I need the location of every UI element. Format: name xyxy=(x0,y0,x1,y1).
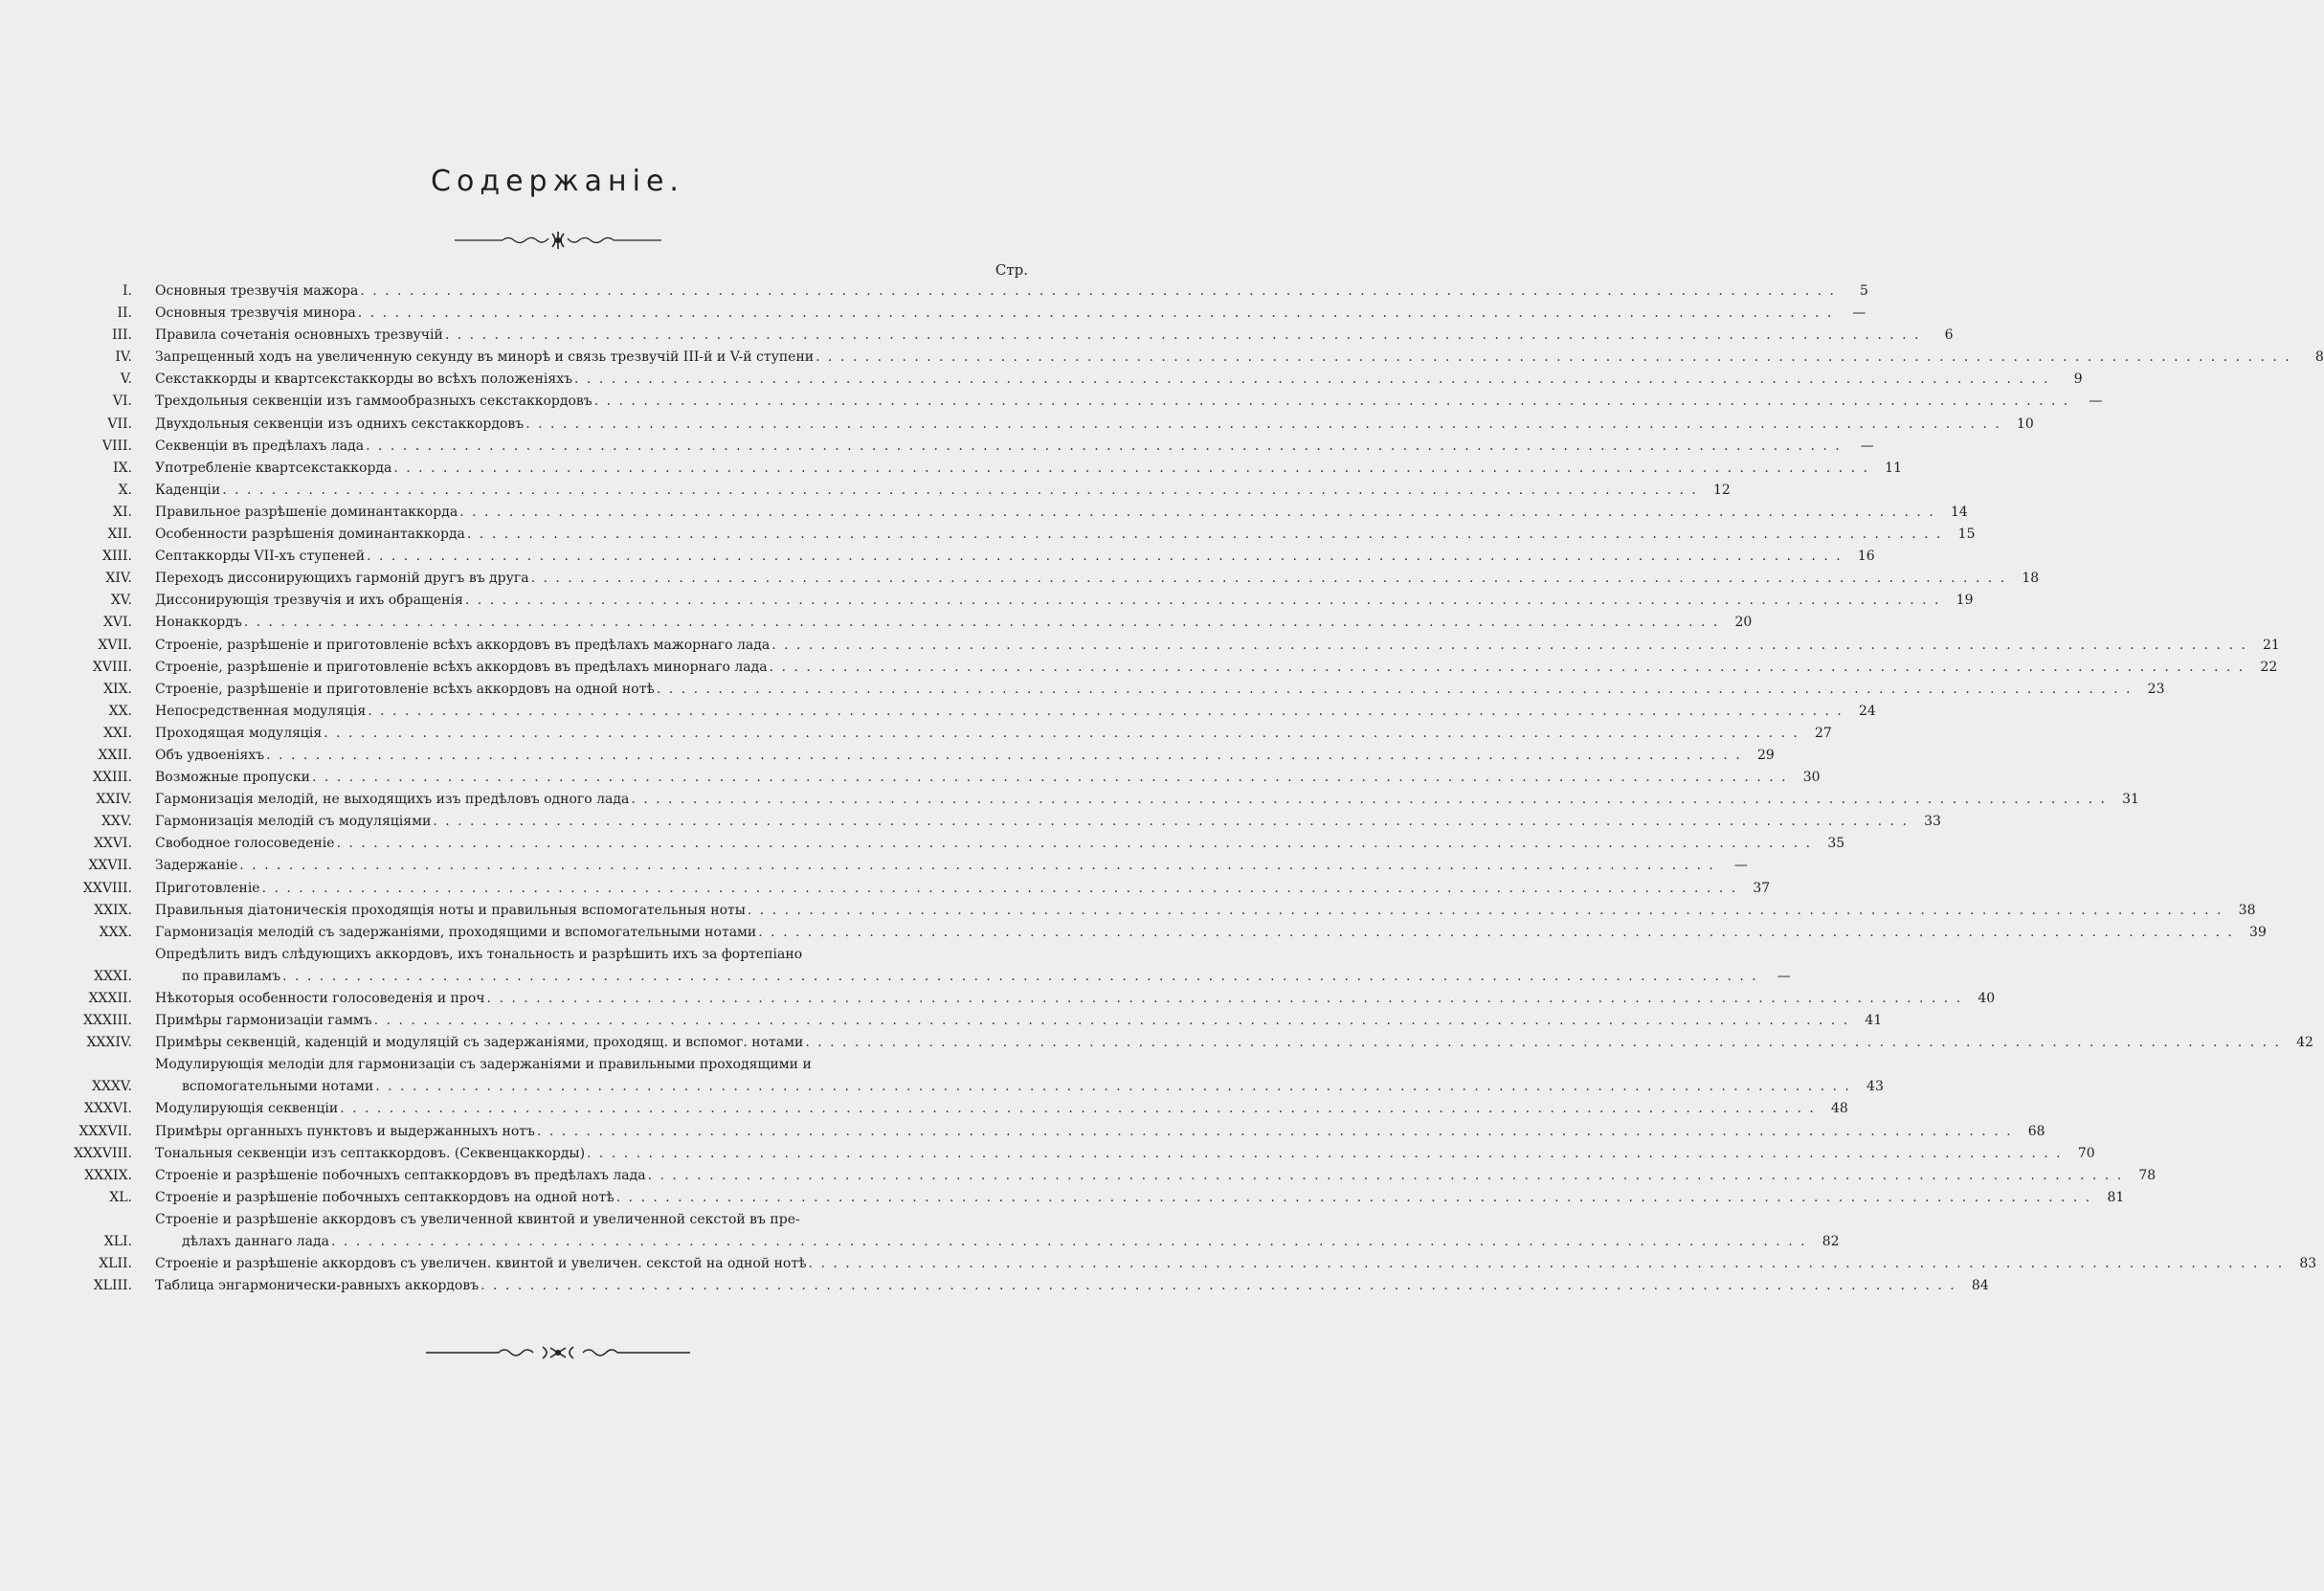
toc-entry-title: Правила сочетанія основныхъ трезвучій xyxy=(155,327,443,344)
leader-dots: . . . . . . . . . . . . . . . . . . . . . . . . . . . . . . . . . . . . . . . . . . . . . . . . . . . . . . . . . . . . . . . . . . . . . . . . . . . . . . . . . . . . . . . . . . . . . . . . . . . . . . . . . . . . . . . . . . . . . . . . xyxy=(433,814,1909,830)
toc-entry-number: XXXVIII. xyxy=(73,1145,132,1161)
toc-entry-title: по правиламъ xyxy=(182,968,281,984)
toc-entry-number: X. xyxy=(118,482,132,498)
leader-dots: . . . . . . . . . . . . . . . . . . . . . . . . . . . . . . . . . . . . . . . . . . . . . . . . . . . . . . . . . . . . . . . . . . . . . . . . . . . . . . . . . . . . . . . . . . . . . . . . . . . . . . . . . . . . . . . . . . . . . . . . xyxy=(239,858,1715,874)
leader-dots: . . . . . . . . . . . . . . . . . . . . . . . . . . . . . . . . . . . . . . . . . . . . . . . . . . . . . . . . . . . . . . . . . . . . . . . . . . . . . . . . . . . . . . . . . . . . . . . . . . . . . . . . . . . . . . . . . . . . . . . . xyxy=(393,459,1869,476)
toc-entry-page: 10 xyxy=(2016,415,2034,432)
toc-entry xyxy=(57,635,2280,657)
toc-entry-title: Особенности разрѣшенія доминантаккорда xyxy=(155,527,465,543)
toc-entry-page: 24 xyxy=(1859,703,1876,719)
toc-entry xyxy=(57,944,1791,988)
toc-entry-title: Строеніе, разрѣшеніе и приготовленіе всѣхъ аккордовъ на одной нотѣ xyxy=(155,681,655,697)
toc-entry-number: V. xyxy=(120,371,132,388)
toc-entry-title: Секстаккорды и квартсекстаккорды во всѣхъ положеніяхъ xyxy=(155,371,573,388)
toc-entry xyxy=(57,458,1902,480)
toc-entry-title: Двухдольныя секвенціи изъ однихъ секстаккордовъ xyxy=(155,415,525,432)
leader-dots: . . . . . . . . . . . . . . . . . . . . . . . . . . . . . . . . . . . . . . . . . . . . . . . . . . . . . . . . . . . . . . . . . . . . . . . . . . . . . . . . . . . . . . . . . . . . . . . . . . . . . . . . . . . . . . . . . . . . . . . . xyxy=(486,991,1963,1006)
toc-entry xyxy=(57,701,1876,723)
toc-entry-title: Непосредственная модуляція xyxy=(155,703,367,719)
leader-dots: . . . . . . . . . . . . . . . . . . . . . . . . . . . . . . . . . . . . . . . . . . . . . . . . . . . . . . . . . . . . . . . . . . . . . . . . . . . . . . . . . . . . . . . . . . . . . . . . . . . . . . . . . . . . . . . . . . . . . . . . xyxy=(464,593,1941,609)
toc-entry-page: 5 xyxy=(1860,283,1868,299)
toc-entry-title: Тональныя секвенціи изъ септаккордовъ. (Секвенцаккорды) xyxy=(155,1145,586,1161)
leader-dots: . . . . . . . . . . . . . . . . . . . . . . . . . . . . . . . . . . . . . . . . . . . . . . . . . . . . . . . . . . . . . . . . . . . . . . . . . . . . . . . . . . . . . . . . . . . . . . . . . . . . . . . . . . . . . . . . . . . . . . . . xyxy=(444,327,1921,344)
toc-entry-number: XIV. xyxy=(105,571,132,587)
toc-entry-number: XVI. xyxy=(102,615,132,631)
leader-dots: . . . . . . . . . . . . . . . . . . . . . . . . . . . . . . . . . . . . . . . . . . . . . . . . . . . . . . . . . . . . . . . . . . . . . . . . . . . . . . . . . . . . . . . . . . . . . . . . . . . . . . . . . . . . . . . . . . . . . . . . xyxy=(631,792,2107,808)
toc-entry-page: 37 xyxy=(1753,880,1771,896)
toc-entry xyxy=(57,833,1845,855)
toc-entry-number: XXI. xyxy=(103,725,132,741)
leader-dots: . . . . . . . . . . . . . . . . . . . . . . . . . . . . . . . . . . . . . . . . . . . . . . . . . . . . . . . . . . . . . . . . . . . . . . . . . . . . . . . . . . . . . . . . . . . . . . . . . . . . . . . . . . . . . . . . . . . . . . . . xyxy=(368,703,1844,719)
toc-entry-title: Трехдольныя секвенціи изъ гаммообразныхъ секстаккордовъ xyxy=(155,393,592,410)
toc-entry-page: 48 xyxy=(1830,1101,1848,1117)
toc-entry-title: Правильныя діатоническія проходящія ноты и правильныя вспомогательныя ноты xyxy=(155,902,746,918)
toc-entry-number: I. xyxy=(123,283,132,299)
toc-entry-number: XVII. xyxy=(98,637,132,653)
toc-entry-number: XIII. xyxy=(101,549,132,565)
toc-entry xyxy=(57,657,2278,679)
toc-entry xyxy=(57,612,1753,634)
toc-entry-number: XXIII. xyxy=(93,770,132,786)
leader-dots: . . . . . . . . . . . . . . . . . . . . . . . . . . . . . . . . . . . . . . . . . . . . . . . . . . . . . . . . . . . . . . . . . . . . . . . . . . . . . . . . . . . . . . . . . . . . . . . . . . . . . . . . . . . . . . . . . . . . . . . . xyxy=(769,659,2246,675)
toc-entry-page: 22 xyxy=(2260,659,2278,675)
toc-entry-number: XXV. xyxy=(101,814,132,830)
toc-entry-number: XXXII. xyxy=(88,991,132,1006)
toc-entry xyxy=(57,546,1875,568)
toc-entry xyxy=(57,1054,1884,1098)
leader-dots: . . . . . . . . . . . . . . . . . . . . . . . . . . . . . . . . . . . . . . . . . . . . . . . . . . . . . . . . . . . . . . . . . . . . . . . . . . . . . . . . . . . . . . . . . . . . . . . . . . . . . . . . . . . . . . . . . . . . . . . . xyxy=(261,880,1738,896)
toc-entry xyxy=(57,568,2040,590)
toc-entry-number: XXVI. xyxy=(93,836,132,852)
toc-entry-page: 84 xyxy=(1971,1278,1989,1294)
toc-entry-title: Основныя трезвучія мажора xyxy=(155,283,359,299)
toc-entry-page: 20 xyxy=(1734,615,1753,631)
toc-entry-page: 70 xyxy=(2077,1145,2095,1161)
toc-entry-page: — xyxy=(1852,305,1866,322)
toc-entry-title: Строеніе и разрѣшеніе побочныхъ септаккордовъ въ предѣлахъ лада xyxy=(155,1167,646,1183)
toc-entry-title: Приготовленіе xyxy=(155,880,260,896)
leader-dots: . . . . . . . . . . . . . . . . . . . . . . . . . . . . . . . . . . . . . . . . . . . . . . . . . . . . . . . . . . . . . . . . . . . . . . . . . . . . . . . . . . . . . . . . . . . . . . . . . . . . . . . . . . . . . . . . . . . . . . . . xyxy=(340,1101,1816,1117)
toc-entry-title: Основныя трезвучія минора xyxy=(155,305,356,322)
leader-dots: . . . . . . . . . . . . . . . . . . . . . . . . . . . . . . . . . . . . . . . . . . . . . . . . . . . . . . . . . . . . . . . . . . . . . . . . . . . . . . . . . . . . . . . . . . . . . . . . . . . . . . . . . . . . . . . . . . . . . . . . xyxy=(647,1167,2124,1183)
toc-entry-title: Правильное разрѣшеніе доминантаккорда xyxy=(155,504,458,520)
toc-entry-title: Задержаніе xyxy=(155,858,238,874)
leader-dots: . . . . . . . . . . . . . . . . . . . . . . . . . . . . . . . . . . . . . . . . . . . . . . . . . . . . . . . . . . . . . . . . . . . . . . . . . . . . . . . . . . . . . . . . . . . . . . . . . . . . . . . . . . . . . . . . . . . . . . . . xyxy=(366,437,1842,454)
toc-entry-page: 39 xyxy=(2249,924,2267,940)
leader-dots: . . . . . . . . . . . . . . . . . . . . . . . . . . . . . . . . . . . . . . . . . . . . . . . . . . . . . . . . . . . . . . . . . . . . . . . . . . . . . . . . . . . . . . . . . . . . . . . . . . . . . . . . . . . . . . . . . . . . . . . . xyxy=(574,371,2050,388)
toc-entry xyxy=(57,767,1821,789)
toc-entry-number: XXXIV. xyxy=(86,1035,132,1051)
toc-entry-number: XX. xyxy=(108,703,132,719)
leader-dots: . . . . . . . . . . . . . . . . . . . . . . . . . . . . . . . . . . . . . . . . . . . . . . . . . . . . . . . . . . . . . . . . . . . . . . . . . . . . . . . . . . . . . . . . . . . . . . . . . . . . . . . . . . . . . . . . . . . . . . . . xyxy=(747,902,2223,918)
toc-entry-page: 41 xyxy=(1865,1013,1883,1029)
toc-entry-number: XXIX. xyxy=(94,902,132,918)
toc-entry-page: 30 xyxy=(1802,770,1821,786)
leader-dots: . . . . . . . . . . . . . . . . . . . . . . . . . . . . . . . . . . . . . . . . . . . . . . . . . . . . . . . . . . . . . . . . . . . . . . . . . . . . . . . . . . . . . . . . . . . . . . . . . . . . . . . . . . . . . . . . . . . . . . . . xyxy=(805,1035,2281,1051)
toc-entry xyxy=(57,789,2139,811)
toc-entry-number: XV. xyxy=(110,593,132,609)
toc-entry-number: XII. xyxy=(107,527,132,543)
toc-entry-page: — xyxy=(2089,393,2103,410)
leader-dots: . . . . . . . . . . . . . . . . . . . . . . . . . . . . . . . . . . . . . . . . . . . . . . . . . . . . . . . . . . . . . . . . . . . . . . . . . . . . . . . . . . . . . . . . . . . . . . . . . . . . . . . . . . . . . . . . . . . . . . . . xyxy=(243,615,1720,631)
toc-entry xyxy=(57,369,2083,391)
toc-entry-number: XXXVI. xyxy=(84,1101,132,1117)
top-ornament xyxy=(0,230,1115,255)
toc-entry xyxy=(57,480,1731,502)
toc-entry-number: XXXV. xyxy=(91,1079,132,1095)
toc-entry-title: Запрещенный ходъ на увеличенную секунду въ минорѣ и связь трезвучій III-й и V-й ступени xyxy=(155,349,815,366)
toc-entry-title: Примѣры секвенцій, каденцій и модуляцій съ задержаніями, проходящ. и вспомог. нотами xyxy=(155,1035,804,1051)
toc-entry xyxy=(57,303,1866,325)
toc-entry-page: 16 xyxy=(1857,549,1875,565)
leader-dots: . . . . . . . . . . . . . . . . . . . . . . . . . . . . . . . . . . . . . . . . . . . . . . . . . . . . . . . . . . . . . . . . . . . . . . . . . . . . . . . . . . . . . . . . . . . . . . . . . . . . . . . . . . . . . . . . . . . . . . . . xyxy=(615,1189,2092,1205)
leader-dots: . . . . . . . . . . . . . . . . . . . . . . . . . . . . . . . . . . . . . . . . . . . . . . . . . . . . . . . . . . . . . . . . . . . . . . . . . . . . . . . . . . . . . . . . . . . . . . . . . . . . . . . . . . . . . . . . . . . . . . . . xyxy=(282,968,1758,984)
toc-entry xyxy=(57,1275,1989,1297)
toc-entry-page: 9 xyxy=(2073,371,2083,388)
leader-dots: . . . . . . . . . . . . . . . . . . . . . . . . . . . . . . . . . . . . . . . . . . . . . . . . . . . . . . . . . . . . . . . . . . . . . . . . . . . . . . . . . . . . . . . . . . . . . . . . . . . . . . . . . . . . . . . . . . . . . . . . xyxy=(459,504,1935,520)
leader-dots: . . . . . . . . . . . . . . . . . . . . . . . . . . . . . . . . . . . . . . . . . . . . . . . . . . . . . . . . . . . . . . . . . . . . . . . . . . . . . . . . . . . . . . . . . . . . . . . . . . . . . . . . . . . . . . . . . . . . . . . . xyxy=(324,725,1799,741)
toc-entry-page: 27 xyxy=(1815,725,1832,741)
toc-entry-title-first-line: Опредѣлить видъ слѣдующихъ аккордовъ, ихъ тональность и разрѣшить ихъ за фортепіано xyxy=(155,946,803,962)
leader-dots: . . . . . . . . . . . . . . . . . . . . . . . . . . . . . . . . . . . . . . . . . . . . . . . . . . . . . . . . . . . . . . . . . . . . . . . . . . . . . . . . . . . . . . . . . . . . . . . . . . . . . . . . . . . . . . . . . . . . . . . . xyxy=(375,1079,1851,1095)
leader-dots: . . . . . . . . . . . . . . . . . . . . . . . . . . . . . . . . . . . . . . . . . . . . . . . . . . . . . . . . . . . . . . . . . . . . . . . . . . . . . . . . . . . . . . . . . . . . . . . . . . . . . . . . . . . . . . . . . . . . . . . . xyxy=(593,393,2070,410)
leader-dots: . . . . . . . . . . . . . . . . . . . . . . . . . . . . . . . . . . . . . . . . . . . . . . . . . . . . . . . . . . . . . . . . . . . . . . . . . . . . . . . . . . . . . . . . . . . . . . . . . . . . . . . . . . . . . . . . . . . . . . . . xyxy=(373,1013,1850,1029)
toc-entry-number: XXXIII. xyxy=(83,1013,132,1029)
toc-entry-page: 21 xyxy=(2262,637,2280,653)
toc-entry xyxy=(57,436,1874,458)
toc-entry-page: 15 xyxy=(1957,527,1976,543)
toc-entry xyxy=(57,1143,2095,1165)
toc-entry-page: 40 xyxy=(1978,991,1996,1006)
leader-dots: . . . . . . . . . . . . . . . . . . . . . . . . . . . . . . . . . . . . . . . . . . . . . . . . . . . . . . . . . . . . . . . . . . . . . . . . . . . . . . . . . . . . . . . . . . . . . . . . . . . . . . . . . . . . . . . . . . . . . . . . xyxy=(536,1123,2013,1139)
toc-entry-number: XXVII. xyxy=(88,858,132,874)
leader-dots: . . . . . . . . . . . . . . . . . . . . . . . . . . . . . . . . . . . . . . . . . . . . . . . . . . . . . . . . . . . . . . . . . . . . . . . . . . . . . . . . . . . . . . . . . . . . . . . . . . . . . . . . . . . . . . . . . . . . . . . . xyxy=(357,305,1834,322)
leader-dots: . . . . . . . . . . . . . . . . . . . . . . . . . . . . . . . . . . . . . . . . . . . . . . . . . . . . . . . . . . . . . . . . . . . . . . . . . . . . . . . . . . . . . . . . . . . . . . . . . . . . . . . . . . . . . . . . . . . . . . . . xyxy=(360,283,1836,299)
toc-entry-page: 29 xyxy=(1756,747,1775,763)
toc-entry xyxy=(57,679,2165,701)
toc-entry-title: Каденціи xyxy=(155,482,221,498)
toc-entry-title: Гармонизація мелодій, не выходящихъ изъ предѣловъ одного лада xyxy=(155,792,630,808)
toc-entry-number: III. xyxy=(111,327,132,344)
toc-entry-title: Примѣры органныхъ пунктовъ и выдержанныхъ нотъ xyxy=(155,1123,535,1139)
toc-entry-title: дѣлахъ даннаго лада xyxy=(182,1234,329,1250)
toc-entry-page: — xyxy=(1860,437,1874,454)
toc-entry-page: 81 xyxy=(2107,1189,2125,1205)
toc-entry-page: 83 xyxy=(2299,1256,2317,1272)
toc-entry-page: — xyxy=(1733,858,1748,874)
toc-entry xyxy=(57,855,1748,877)
toc-entry-page: 12 xyxy=(1713,482,1731,498)
leader-dots: . . . . . . . . . . . . . . . . . . . . . . . . . . . . . . . . . . . . . . . . . . . . . . . . . . . . . . . . . . . . . . . . . . . . . . . . . . . . . . . . . . . . . . . . . . . . . . . . . . . . . . . . . . . . . . . . . . . . . . . . xyxy=(330,1234,1807,1250)
toc-entry-number: VIII. xyxy=(101,437,132,454)
toc-entry-number: XXII. xyxy=(98,747,132,763)
toc-entry-page: 18 xyxy=(2022,571,2040,587)
toc-entry-number: II. xyxy=(117,305,132,322)
toc-entry-title: Секвенціи въ предѣлахъ лада xyxy=(155,437,365,454)
toc-entry xyxy=(57,988,1996,1010)
page-column-header: Стр. xyxy=(994,261,1028,279)
toc-entry xyxy=(57,590,1974,612)
toc-entry xyxy=(57,325,1954,347)
page-title: Содержаніе. xyxy=(431,165,684,198)
toc-entry xyxy=(57,414,2034,436)
toc-entry-page: — xyxy=(1777,968,1791,984)
toc-entry-page: 11 xyxy=(1885,459,1902,476)
toc-entry-title: Нонаккордъ xyxy=(155,615,242,631)
toc-entry xyxy=(57,745,1775,767)
toc-entry-title: Примѣры гармонизаціи гаммъ xyxy=(155,1013,372,1029)
bottom-ornament xyxy=(0,1342,1115,1367)
toc-entry-page: 68 xyxy=(2027,1123,2045,1139)
leader-dots: . . . . . . . . . . . . . . . . . . . . . . . . . . . . . . . . . . . . . . . . . . . . . . . . . . . . . . . . . . . . . . . . . . . . . . . . . . . . . . . . . . . . . . . . . . . . . . . . . . . . . . . . . . . . . . . . . . . . . . . . xyxy=(808,1256,2285,1272)
toc-entry-title: Переходъ диссонирующихъ гармоній другъ въ друга xyxy=(155,571,529,587)
toc-entry xyxy=(57,1187,2125,1209)
leader-dots: . . . . . . . . . . . . . . . . . . . . . . . . . . . . . . . . . . . . . . . . . . . . . . . . . . . . . . . . . . . . . . . . . . . . . . . . . . . . . . . . . . . . . . . . . . . . . . . . . . . . . . . . . . . . . . . . . . . . . . . . xyxy=(266,747,1742,763)
toc-entry-page: 78 xyxy=(2138,1167,2156,1183)
toc-entry xyxy=(57,922,2267,944)
toc-entry-title: Модулирующія секвенціи xyxy=(155,1101,339,1117)
toc-entry-page: 23 xyxy=(2147,681,2165,697)
toc-entry xyxy=(57,878,1771,900)
toc-entry-title: Проходящая модуляція xyxy=(155,725,323,741)
toc-entry-page: 33 xyxy=(1924,814,1941,830)
toc-entry-title: Таблица энгармонически-равныхъ аккордовъ xyxy=(155,1278,480,1294)
toc-entry-page: 19 xyxy=(1955,593,1974,609)
toc-entry xyxy=(57,811,1941,833)
toc-entry-title: Возможные пропуски xyxy=(155,770,310,786)
toc-entry xyxy=(57,1032,2313,1054)
toc-entry-page: 42 xyxy=(2296,1035,2313,1051)
toc-entry-title: Строеніе и разрѣшеніе побочныхъ септаккордовъ на одной нотѣ xyxy=(155,1189,615,1205)
toc-entry-title: Гармонизація мелодій съ задержаніями, проходящими и вспомогательными нотами xyxy=(155,924,757,940)
toc-entry xyxy=(57,900,2256,922)
toc-entry xyxy=(57,524,1976,546)
leader-dots: . . . . . . . . . . . . . . . . . . . . . . . . . . . . . . . . . . . . . . . . . . . . . . . . . . . . . . . . . . . . . . . . . . . . . . . . . . . . . . . . . . . . . . . . . . . . . . . . . . . . . . . . . . . . . . . . . . . . . . . . xyxy=(367,549,1843,565)
toc-entry xyxy=(57,1121,2045,1143)
toc-entry-number: XI. xyxy=(113,504,132,520)
toc-entry-number: IX. xyxy=(113,459,132,476)
toc-entry xyxy=(57,502,1968,524)
toc-entry-title: Диссонирующія трезвучія и ихъ обращенія xyxy=(155,593,463,609)
toc-entry-page: 31 xyxy=(2122,792,2139,808)
toc-entry-title: Свободное голосоведеніе xyxy=(155,836,335,852)
toc-entry-title: вспомогательными нотами xyxy=(182,1079,374,1095)
toc-entry-number: VII. xyxy=(107,415,132,432)
toc-entry-page: 38 xyxy=(2238,902,2256,918)
toc-entry-title: Объ удвоеніяхъ xyxy=(155,747,265,763)
toc-entry xyxy=(57,1165,2156,1187)
toc-entry-number: XXX. xyxy=(99,924,132,940)
table-of-contents xyxy=(57,280,2324,1297)
toc-entry-number: XXXI. xyxy=(94,968,132,984)
toc-entry-number: XVIII. xyxy=(92,659,132,675)
toc-entry-number: XLI. xyxy=(103,1234,132,1250)
leader-dots: . . . . . . . . . . . . . . . . . . . . . . . . . . . . . . . . . . . . . . . . . . . . . . . . . . . . . . . . . . . . . . . . . . . . . . . . . . . . . . . . . . . . . . . . . . . . . . . . . . . . . . . . . . . . . . . . . . . . . . . . xyxy=(656,681,2133,697)
leader-dots: . . . . . . . . . . . . . . . . . . . . . . . . . . . . . . . . . . . . . . . . . . . . . . . . . . . . . . . . . . . . . . . . . . . . . . . . . . . . . . . . . . . . . . . . . . . . . . . . . . . . . . . . . . . . . . . . . . . . . . . . xyxy=(222,482,1698,498)
leader-dots: . . . . . . . . . . . . . . . . . . . . . . . . . . . . . . . . . . . . . . . . . . . . . . . . . . . . . . . . . . . . . . . . . . . . . . . . . . . . . . . . . . . . . . . . . . . . . . . . . . . . . . . . . . . . . . . . . . . . . . . . xyxy=(336,836,1813,852)
leader-dots: . . . . . . . . . . . . . . . . . . . . . . . . . . . . . . . . . . . . . . . . . . . . . . . . . . . . . . . . . . . . . . . . . . . . . . . . . . . . . . . . . . . . . . . . . . . . . . . . . . . . . . . . . . . . . . . . . . . . . . . . xyxy=(771,637,2247,653)
toc-entry-number: XLII. xyxy=(99,1256,132,1272)
toc-entry-title-first-line: Модулирующія мелодіи для гармонизаціи съ задержаніями и правильными проходящими и xyxy=(155,1057,812,1073)
toc-entry-page: 6 xyxy=(1944,327,1954,344)
leader-dots: . . . . . . . . . . . . . . . . . . . . . . . . . . . . . . . . . . . . . . . . . . . . . . . . . . . . . . . . . . . . . . . . . . . . . . . . . . . . . . . . . . . . . . . . . . . . . . . . . . . . . . . . . . . . . . . . . . . . . . . . xyxy=(480,1278,1956,1294)
toc-entry-title: Строеніе и разрѣшеніе аккордовъ съ увеличен. квинтой и увеличен. секстой на одной нотѣ xyxy=(155,1256,807,1272)
leader-dots: . . . . . . . . . . . . . . . . . . . . . . . . . . . . . . . . . . . . . . . . . . . . . . . . . . . . . . . . . . . . . . . . . . . . . . . . . . . . . . . . . . . . . . . . . . . . . . . . . . . . . . . . . . . . . . . . . . . . . . . . xyxy=(816,349,2291,366)
toc-entry-number: XL. xyxy=(109,1189,132,1205)
toc-entry-number: XXVIII. xyxy=(82,880,132,896)
toc-entry xyxy=(57,1010,1883,1032)
leader-dots: . . . . . . . . . . . . . . . . . . . . . . . . . . . . . . . . . . . . . . . . . . . . . . . . . . . . . . . . . . . . . . . . . . . . . . . . . . . . . . . . . . . . . . . . . . . . . . . . . . . . . . . . . . . . . . . . . . . . . . . . xyxy=(587,1145,2063,1161)
toc-entry xyxy=(57,723,1832,745)
toc-entry-page: 43 xyxy=(1866,1079,1884,1095)
toc-entry xyxy=(57,391,2103,413)
leader-dots: . . . . . . . . . . . . . . . . . . . . . . . . . . . . . . . . . . . . . . . . . . . . . . . . . . . . . . . . . . . . . . . . . . . . . . . . . . . . . . . . . . . . . . . . . . . . . . . . . . . . . . . . . . . . . . . . . . . . . . . . xyxy=(311,770,1788,786)
toc-entry-title: Гармонизація мелодій съ модуляціями xyxy=(155,814,432,830)
toc-entry-page: 82 xyxy=(1821,1234,1840,1250)
toc-entry-number: VI. xyxy=(112,393,132,410)
toc-entry-number: XXXIX. xyxy=(84,1167,132,1183)
toc-entry xyxy=(57,1253,2317,1275)
toc-entry-title: Нѣкоторыя особенности голосоведенія и проч xyxy=(155,991,485,1006)
toc-entry-number: XIX. xyxy=(103,681,132,697)
toc-entry-title: Септаккорды VII-хъ ступеней xyxy=(155,549,366,565)
toc-entry xyxy=(57,1209,1840,1253)
leader-dots: . . . . . . . . . . . . . . . . . . . . . . . . . . . . . . . . . . . . . . . . . . . . . . . . . . . . . . . . . . . . . . . . . . . . . . . . . . . . . . . . . . . . . . . . . . . . . . . . . . . . . . . . . . . . . . . . . . . . . . . . xyxy=(530,571,2007,587)
toc-entry-title: Употребленіе квартсекстаккорда xyxy=(155,459,392,476)
leader-dots: . . . . . . . . . . . . . . . . . . . . . . . . . . . . . . . . . . . . . . . . . . . . . . . . . . . . . . . . . . . . . . . . . . . . . . . . . . . . . . . . . . . . . . . . . . . . . . . . . . . . . . . . . . . . . . . . . . . . . . . . xyxy=(758,924,2234,940)
toc-entry xyxy=(57,280,1868,303)
toc-entry-page: 8 xyxy=(2314,349,2324,366)
toc-entry-number: XXXVII. xyxy=(78,1123,132,1139)
toc-entry-number: XLIII. xyxy=(93,1278,132,1294)
leader-dots: . . . . . . . . . . . . . . . . . . . . . . . . . . . . . . . . . . . . . . . . . . . . . . . . . . . . . . . . . . . . . . . . . . . . . . . . . . . . . . . . . . . . . . . . . . . . . . . . . . . . . . . . . . . . . . . . . . . . . . . . xyxy=(466,527,1943,543)
toc-entry xyxy=(57,1098,1848,1120)
leader-dots: . . . . . . . . . . . . . . . . . . . . . . . . . . . . . . . . . . . . . . . . . . . . . . . . . . . . . . . . . . . . . . . . . . . . . . . . . . . . . . . . . . . . . . . . . . . . . . . . . . . . . . . . . . . . . . . . . . . . . . . . xyxy=(525,415,2001,432)
toc-entry-title-first-line: Строеніе и разрѣшеніе аккордовъ съ увеличенной квинтой и увеличенной секстой въ пре- xyxy=(155,1211,800,1227)
toc-entry-title: Строеніе, разрѣшеніе и приготовленіе всѣхъ аккордовъ въ предѣлахъ минорнаго лада xyxy=(155,659,768,675)
toc-entry xyxy=(57,347,2324,369)
toc-entry-number: XXIV. xyxy=(96,792,132,808)
toc-entry-title: Строеніе, разрѣшеніе и приготовленіе всѣхъ аккордовъ въ предѣлахъ мажорнаго лада xyxy=(155,637,771,653)
toc-entry-page: 14 xyxy=(1950,504,1968,520)
toc-entry-page: 35 xyxy=(1827,836,1845,852)
toc-entry-number: IV. xyxy=(115,349,132,366)
